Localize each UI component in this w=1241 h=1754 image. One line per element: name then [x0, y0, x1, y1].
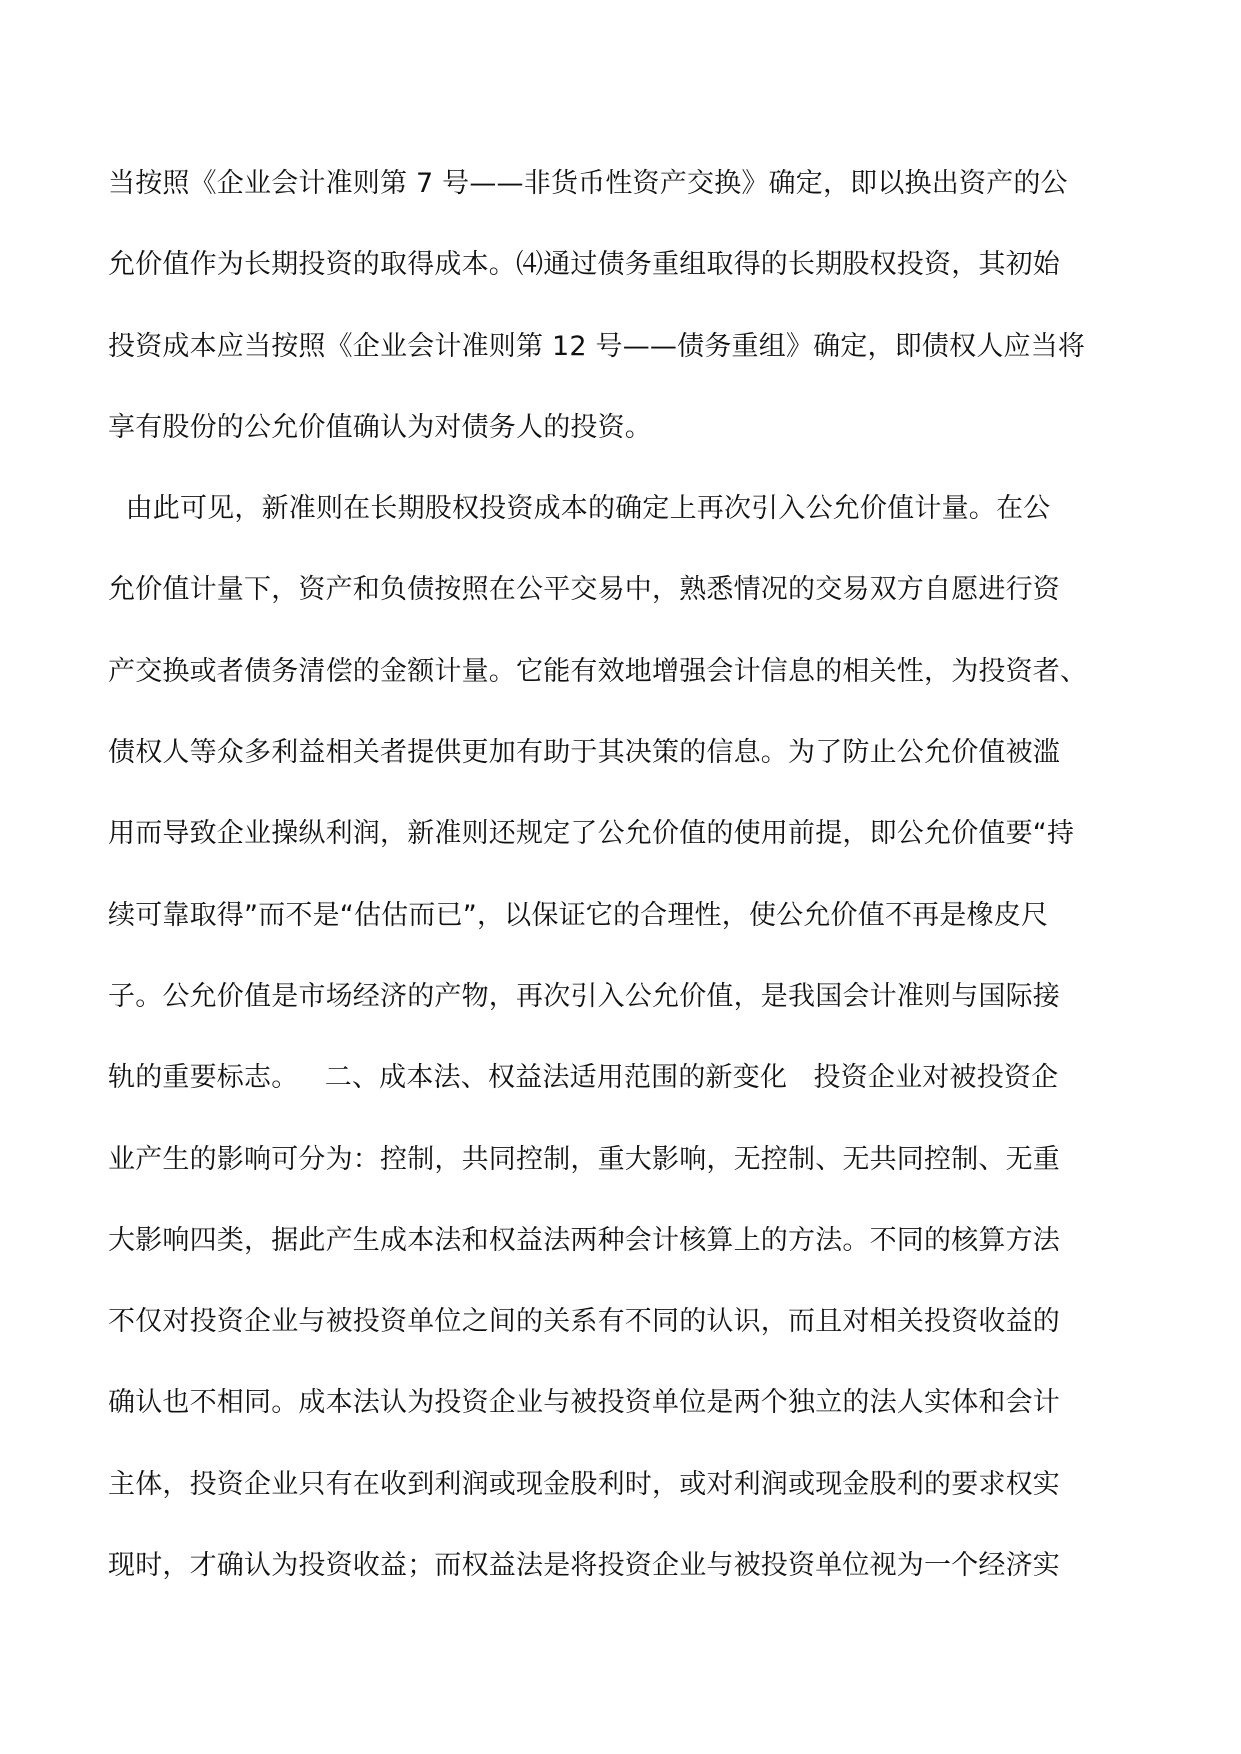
text-line: 当按照《企业会计准则第 7 号——非货币性资产交换》确定，即以换出资产的公	[108, 168, 1068, 199]
text-line: 产交换或者债务清偿的金额计量。它能有效地增强会计信息的相关性，为投资者、	[108, 655, 1088, 687]
text-line: 大影响四类，据此产生成本法和权益法两种会计核算上的方法。不同的核算方法	[108, 1224, 1060, 1256]
text-line: 确认也不相同。成本法认为投资企业与被投资单位是两个独立的法人实体和会计	[108, 1387, 1060, 1419]
text-line: 允价值作为长期投资的取得成本。⑷通过债务重组取得的长期股权投资，其初始	[108, 249, 1060, 281]
text-line: 允价值计量下，资产和负债按照在公平交易中，熟悉情况的交易双方自愿进行资	[108, 574, 1060, 606]
text-line: 主体，投资企业只有在收到利润或现金股利时，或对利润或现金股利的要求权实	[108, 1468, 1060, 1500]
text-line: 续可靠取得”而不是“估估而已”，以保证它的合理性，使公允价值不再是橡皮尺	[108, 899, 1049, 931]
text-line: 投资成本应当按照《企业会计准则第 12 号——债务重组》确定，即债权人应当将	[108, 330, 1086, 362]
text-line: 现时，才确认为投资收益；而权益法是将投资企业与被投资单位视为一个经济实	[108, 1550, 1060, 1582]
text-line: 享有股份的公允价值确认为对债务人的投资。	[108, 411, 652, 443]
text-line: 子。公允价值是市场经济的产物，再次引入公允价值，是我国会计准则与国际接	[108, 980, 1060, 1012]
text-line: 债权人等众多利益相关者提供更加有助于其决策的信息。为了防止公允价值被滥	[108, 737, 1060, 769]
text-line: 轨的重要标志。 二、成本法、权益法适用范围的新变化 投资企业对被投资企	[108, 1062, 1059, 1094]
text-line: 不仅对投资企业与被投资单位之间的关系有不同的认识，而且对相关投资收益的	[108, 1306, 1060, 1338]
text-line: 用而导致企业操纵利润，新准则还规定了公允价值的使用前提，即公允价值要“持	[108, 818, 1075, 850]
text-line: 业产生的影响可分为：控制，共同控制，重大影响，无控制、无共同控制、无重	[108, 1143, 1060, 1175]
text-line: 由此可见，新准则在长期股权投资成本的确定上再次引入公允价值计量。在公	[108, 493, 1051, 525]
body-text	[108, 164, 1138, 1627]
